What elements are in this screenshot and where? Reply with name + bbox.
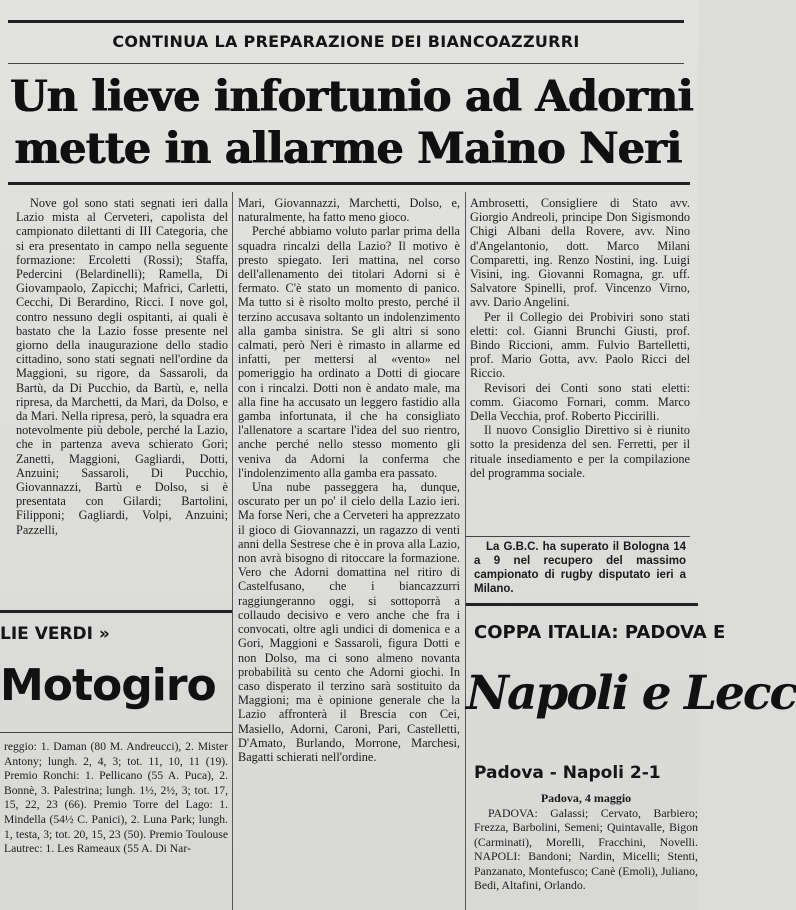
col1-paragraph: Nove gol sono stati segnati ieri dalla Lazio mista al Cerveteri, capolista del campionato dilettanti di III Categoria, che si era presentato in campo nella seguente formazione: Ercoletti (Rossi); Staffa, Pedercini (Belardinelli); Ramella, Di Giovampaolo, Zapicchi; Mafrici, Carletti, Cecchi, Di Berardino, Ricci. I nove gol, contro nessuno degli ospitanti, ai quali è bastato che la Lazio fosse presente nel giorno della inaugurazione dello stadio cittadino, sono stati segnati nell'ordine da Maggioni, su rigore, da Sassaroli, da Bartù, da Di Pucchio, da Bartù, e, nella ripresa, da Marchetti, da Mari, da Dolso, e da Mari. Nella ripresa, però, la squadra era notevolmente più debole, perché la Lazio, che in partenza aveva schierato Gori; Zanetti, Maggioni, Gagliardi, Dotti, Anzuini; Sassaroli, Di Pucchio, Giovannazzi, Bartù e Dolso, si è presentata con Gilardi; Bartolini, Filipponi; Gagliardi, Volpi, Anzuini; Pazzelli, (16, 196, 228, 537)
headline-line-2: mette in allarme Maino Neri (14, 124, 682, 174)
kicker: CONTINUA LA PREPARAZIONE DEI BIANCOAZZURRI (112, 32, 580, 51)
article-column-1 (16, 196, 228, 594)
article-column-3 (470, 196, 690, 548)
racing-results-column (4, 740, 228, 910)
col3-paragraph: Il nuovo Consiglio Direttivo si è riunito sotto la presidenza del sen. Ferretti, per il rituale insediamento e per la compilazione del programma sociale. (470, 423, 690, 480)
motogiro-title: Motogiro (0, 660, 216, 711)
section-divider-left (0, 610, 232, 613)
col3-paragraph: Ambrosetti, Consigliere di Stato avv. Giorgio Andreoli, principe Don Sigismondo Chigi Albani della Rovere, avv. Nino d'Angelantonio, dott. Marco Milani Comparetti, ing. Renzo Nostini, ing. Luigi Visini, ing. Giovanni Romagna, gr. uff. Salvatore Spinelli, prof. Vincenzo Virno, avv. Dario Angelini. (470, 196, 690, 310)
col2-paragraph: Mari, Giovannazzi, Marchetti, Dolso, e, naturalmente, ha fatto meno gioco. (238, 196, 460, 225)
motogiro-rule (0, 732, 232, 733)
coppa-italia-kicker: COPPA ITALIA: PADOVA E (474, 622, 726, 643)
kicker-box (8, 20, 684, 64)
col3-paragraph: Revisori dei Conti sono stati eletti: comm. Giacomo Fornari, comm. Marco Della Vecchia, prof. Roberto Piccirilli. (470, 380, 690, 424)
lineups-column (474, 806, 698, 910)
headline-rule (8, 182, 690, 185)
rugby-divider (466, 536, 690, 537)
rugby-note (474, 540, 686, 596)
dateline: Padova, 4 maggio (540, 791, 632, 805)
article-column-2 (238, 196, 460, 910)
motogiro-kicker: LIE VERDI » (0, 624, 110, 644)
column-divider-2 (465, 192, 466, 910)
match-result: Padova - Napoli 2-1 (474, 763, 661, 783)
section-divider-right (466, 603, 698, 606)
headline-line-1: Un lieve infortunio ad Adorni (10, 72, 693, 122)
rugby-note-text: La G.B.C. ha superato il Bologna 14 a 9 nel recupero del massimo campionato di rugby disputato ieri a Milano. (474, 541, 686, 595)
column-divider-1 (232, 192, 233, 910)
napoli-title: Napoli e Lecc (466, 666, 796, 721)
col2-paragraph: Una nube passeggera ha, dunque, oscurato per un po' il cielo della Lazio ieri. Ma forse Neri, che a Cerveteri ha apprezzato il gioco di Giovannazzi, un ragazzo di venti anni della Sestrese che è in prova alla Lazio, non avrà bisogno di ritoccare la formazione. Vero che Adorni domattina nel ritiro di Castelfusano, che i biancazzurri raggiungeranno oggi, si sottoporrà a collaudo decisivo e vero anche che fra i convocati, oltre agli undici di domenica e a Gori, Maggioni e Sassaroli, figura Dotti e non Dolso, ma ci sono almeno novanta probabilità su cento che Adorni giochi. In caso disperato il terzino sarà sostituito da Maggioni; ma è opinione generale che la Lazio affronterà il Brescia con Cei, Masiello, Adorni, Caroni, Pari, Castelletti, D'Amato, Burlando, Morrone, Marchesi, Bagatti schierati nell'ordine. (238, 480, 460, 764)
col2-paragraph: Perché abbiamo voluto parlar prima della squadra rincalzi della Lazio? Il motivo è presto spiegato. Ieri mattina, nel corso dell'allenamento dei titolari Adorni si è fermato. C'è stato un momento di panico. Ma tutto si è risolto molto presto, perché il terzino accusava soltanto un indolenzimento alla gamba sinistra. Se gli altri si sono calmati, però Neri è rimasto in allarme ed infatti, per mettersi al «vento» nel pomeriggio ha ordinato a Dotti di giocare con i rincalzi. Dotti non è andato male, ma alla fine ha accusato un leggero fastidio alla gamba infortunata, il che ha consigliato l'allenatore a scartare l'idea del suo rientro, anche perché nello stesso momento gli veniva da Adorni la conferma che l'indolenzimento alla gamba era passato. (238, 224, 460, 480)
racing-results-text: reggio: 1. Daman (80 M. Andreucci), 2. Mister Antony; lungh. 2, 4, 3; tot. 11, 10, 11 (19). Premio Ronchi: 1. Pellicano (55 A. Puca), 2. Bonnè, 3. Palestrina; lungh. 1½, 2½, 3; tot. 17, 15, 22, 23 (66). Premio Torre del Lago: 1. Mindella (54½ C. Panici), 2. Luna Park; lungh. 1, testa, 3; tot. 20, 15, 23 (50). Premio Toulouse Lautrec: 1. Les Rameaux (55 A. Di Nar- (4, 740, 228, 856)
col3-paragraph: Per il Collegio dei Probiviri sono stati eletti: col. Gianni Brunchi Giusti, prof. Bindo Riccioni, amm. Fulvio Bartelletti, prof. Mario Gotta, avv. Paolo Ricci del Riccio. (470, 309, 690, 381)
lineups-text: PADOVA: Galassi; Cervato, Barbiero; Frezza, Barbolini, Semeni; Quintavalle, Bigon (Carminati), Morelli, Fracchini, Novelli. NAPOLI: Bandoni; Nardin, Micelli; Stenti, Panzanato, Montefusco; Canè (Emoli), Juliano, Bedi, Altafini, Orlando. (474, 806, 698, 893)
